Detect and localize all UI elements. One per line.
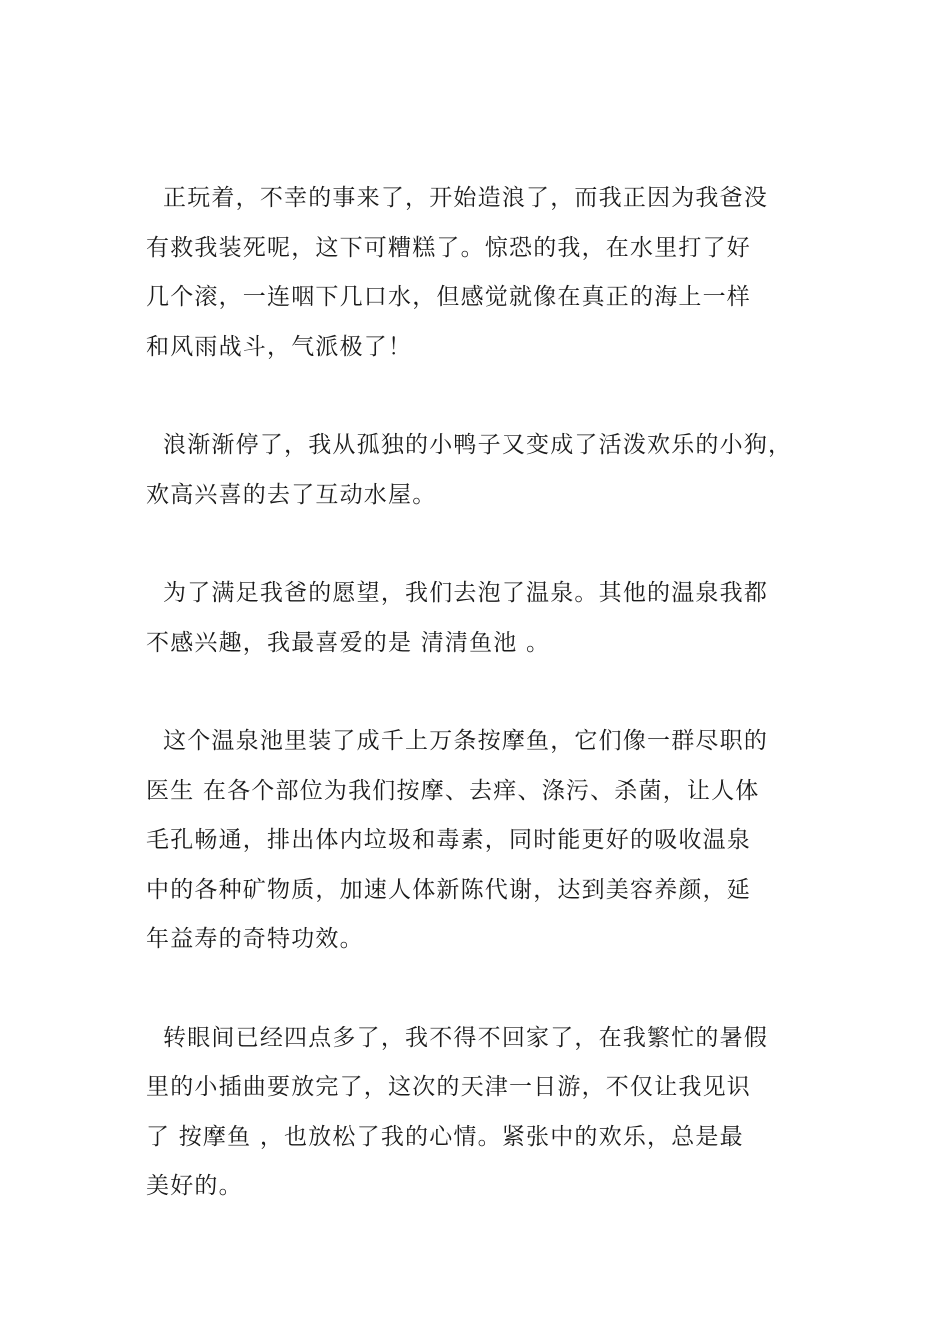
text-line: 几个滚，一连咽下几口水，但感觉就像在真正的海上一样: [146, 284, 751, 310]
text-line: 年益寿的奇特功效。: [146, 926, 364, 952]
text-line: 浪渐渐停了，我从孤独的小鸭子又变成了活泼欢乐的小狗，: [146, 432, 793, 458]
text-line: 中的各种矿物质，加速人体新陈代谢，达到美容养颜，延: [146, 876, 751, 903]
text-line: 美好的。: [146, 1173, 243, 1199]
text-line: 和风雨战斗，气派极了！: [146, 333, 413, 360]
paragraph-water-house: [146, 421, 826, 520]
paragraph-going-home: [146, 1014, 826, 1212]
text-line: 了 按摩鱼 ，也放松了我的心情。紧张中的欢乐，总是最: [146, 1123, 744, 1150]
document-body: [146, 174, 826, 1261]
text-line: 正玩着，不幸的事来了，开始造浪了，而我正因为我爸没: [146, 185, 769, 211]
text-line: 里的小插曲要放完了，这次的天津一日游，不仅让我见识: [146, 1074, 751, 1100]
text-line: 不感兴趣，我最喜爱的是 清清鱼池 。: [146, 629, 551, 656]
text-line: 转眼间已经四点多了，我不得不回家了，在我繁忙的暑假: [146, 1024, 769, 1051]
paragraph-wave-pool: [146, 174, 826, 372]
text-line: 医生 在各个部位为我们按摩、去痒、涤污、杀菌，让人体: [146, 777, 760, 804]
text-line: 这个温泉池里装了成千上万条按摩鱼，它们像一群尽职的: [146, 728, 769, 754]
text-line: 有救我装死呢，这下可糟糕了。惊恐的我，在水里打了好: [146, 234, 751, 261]
text-line: 毛孔畅通，排出体内垃圾和毒素，同时能更好的吸收温泉: [146, 827, 751, 853]
paragraph-hot-spring: [146, 569, 826, 668]
paragraph-massage-fish: [146, 717, 826, 965]
text-line: 为了满足我爸的愿望，我们去泡了温泉。其他的温泉我都: [146, 580, 769, 606]
text-line: 欢高兴喜的去了互动水屋。: [146, 481, 437, 508]
